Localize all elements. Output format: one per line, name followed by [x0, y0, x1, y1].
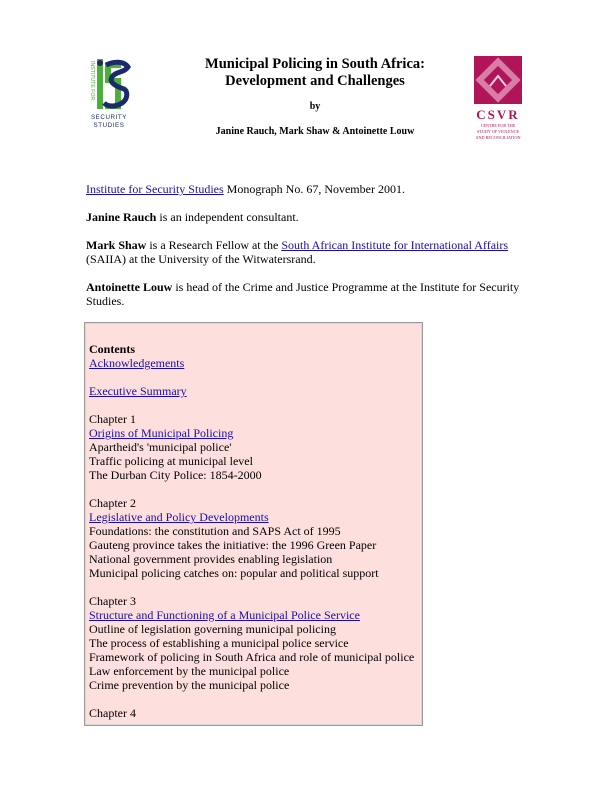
- executive-summary-link[interactable]: Executive Summary: [89, 384, 187, 398]
- list-item: The Durban City Police: 1854-2000: [89, 468, 262, 482]
- csvr-sub-line-1: CENTRE FOR THE: [480, 123, 516, 128]
- author3-name: Antoinette Louw: [86, 280, 173, 294]
- author1-name: Janine Rauch: [86, 210, 157, 224]
- list-item: National government provides enabling legislation: [89, 552, 333, 566]
- chapter-label: Chapter 1: [89, 412, 136, 426]
- chapter-3-link[interactable]: Structure and Functioning of a Municipal Police Service: [89, 608, 360, 622]
- contents-list: [89, 342, 418, 720]
- chapter-label: Chapter 4: [89, 706, 136, 720]
- contents-box: [84, 322, 423, 726]
- author3-paragraph: [86, 280, 526, 308]
- list-item: The process of establishing a municipal police service: [89, 636, 349, 650]
- acknowledgements-link[interactable]: Acknowledgements: [89, 356, 185, 370]
- csvr-emblem-icon: [474, 56, 522, 104]
- iss-logo-text-studies: STUDIES: [93, 122, 125, 129]
- title-block: [160, 56, 470, 137]
- list-item: Apartheid's 'municipal police': [89, 440, 232, 454]
- contents-title: Contents: [89, 342, 136, 356]
- csvr-logo: [466, 56, 530, 146]
- by-label: by: [309, 101, 321, 112]
- author2-name: Mark Shaw: [86, 238, 147, 252]
- document-title: [160, 56, 470, 90]
- list-item: Framework of policing in South Africa and role of municipal police: [89, 650, 415, 664]
- author3-description: is head of the Crime and Justice Programme at the Institute for Security Studies.: [86, 280, 520, 308]
- author1-paragraph: [86, 210, 526, 224]
- source-rest: Monograph No. 67, November 2001.: [223, 182, 405, 196]
- chapter-label: Chapter 3: [89, 594, 136, 608]
- list-item: Law enforcement by the municipal police: [89, 664, 290, 678]
- chapter-1-link[interactable]: Origins of Municipal Policing: [89, 426, 234, 440]
- authors-line: Janine Rauch, Mark Shaw & Antoinette Louw: [215, 126, 415, 137]
- csvr-sub-line-3: AND RECONCILIATION: [475, 135, 521, 140]
- list-item: Municipal policing catches on: popular and political support: [89, 566, 379, 580]
- title-line-1: Municipal Policing in South Africa:: [205, 56, 425, 72]
- source-paragraph: [86, 182, 526, 196]
- saiia-link[interactable]: South African Institute for International Affairs: [281, 238, 509, 252]
- list-item: Foundations: the constitution and SAPS Act of 1995: [89, 524, 341, 538]
- chapter-label: Chapter 2: [89, 496, 136, 510]
- author2-description: is a Research Fellow at the: [146, 238, 282, 252]
- iss-logo: [86, 57, 132, 133]
- intro-section: [86, 182, 526, 322]
- author2-paragraph: [86, 238, 526, 266]
- iss-letters-icon: [97, 59, 128, 109]
- csvr-acronym: CSVR: [476, 107, 520, 122]
- list-item: Traffic policing at municipal level: [89, 454, 253, 468]
- list-item: Crime prevention by the municipal police: [89, 678, 290, 692]
- chapter-2-link[interactable]: Legislative and Policy Developments: [89, 510, 269, 524]
- title-line-2: Development and Challenges: [225, 73, 405, 89]
- iss-logo-text-security: SECURITY: [90, 114, 128, 121]
- author1-description: is an independent consultant.: [156, 210, 299, 224]
- iss-logo-vertical-text: INSTITUTE FOR: [89, 61, 95, 101]
- list-item: Outline of legislation governing municipal policing: [89, 622, 336, 636]
- document-header: [0, 56, 612, 146]
- author2-description-rest: (SAIIA) at the University of the Witwatersrand.: [86, 252, 316, 266]
- csvr-sub-line-2: STUDY OF VIOLENCE: [476, 129, 520, 134]
- list-item: Gauteng province takes the initiative: the 1996 Green Paper: [89, 538, 377, 552]
- iss-link[interactable]: Institute for Security Studies: [86, 182, 224, 196]
